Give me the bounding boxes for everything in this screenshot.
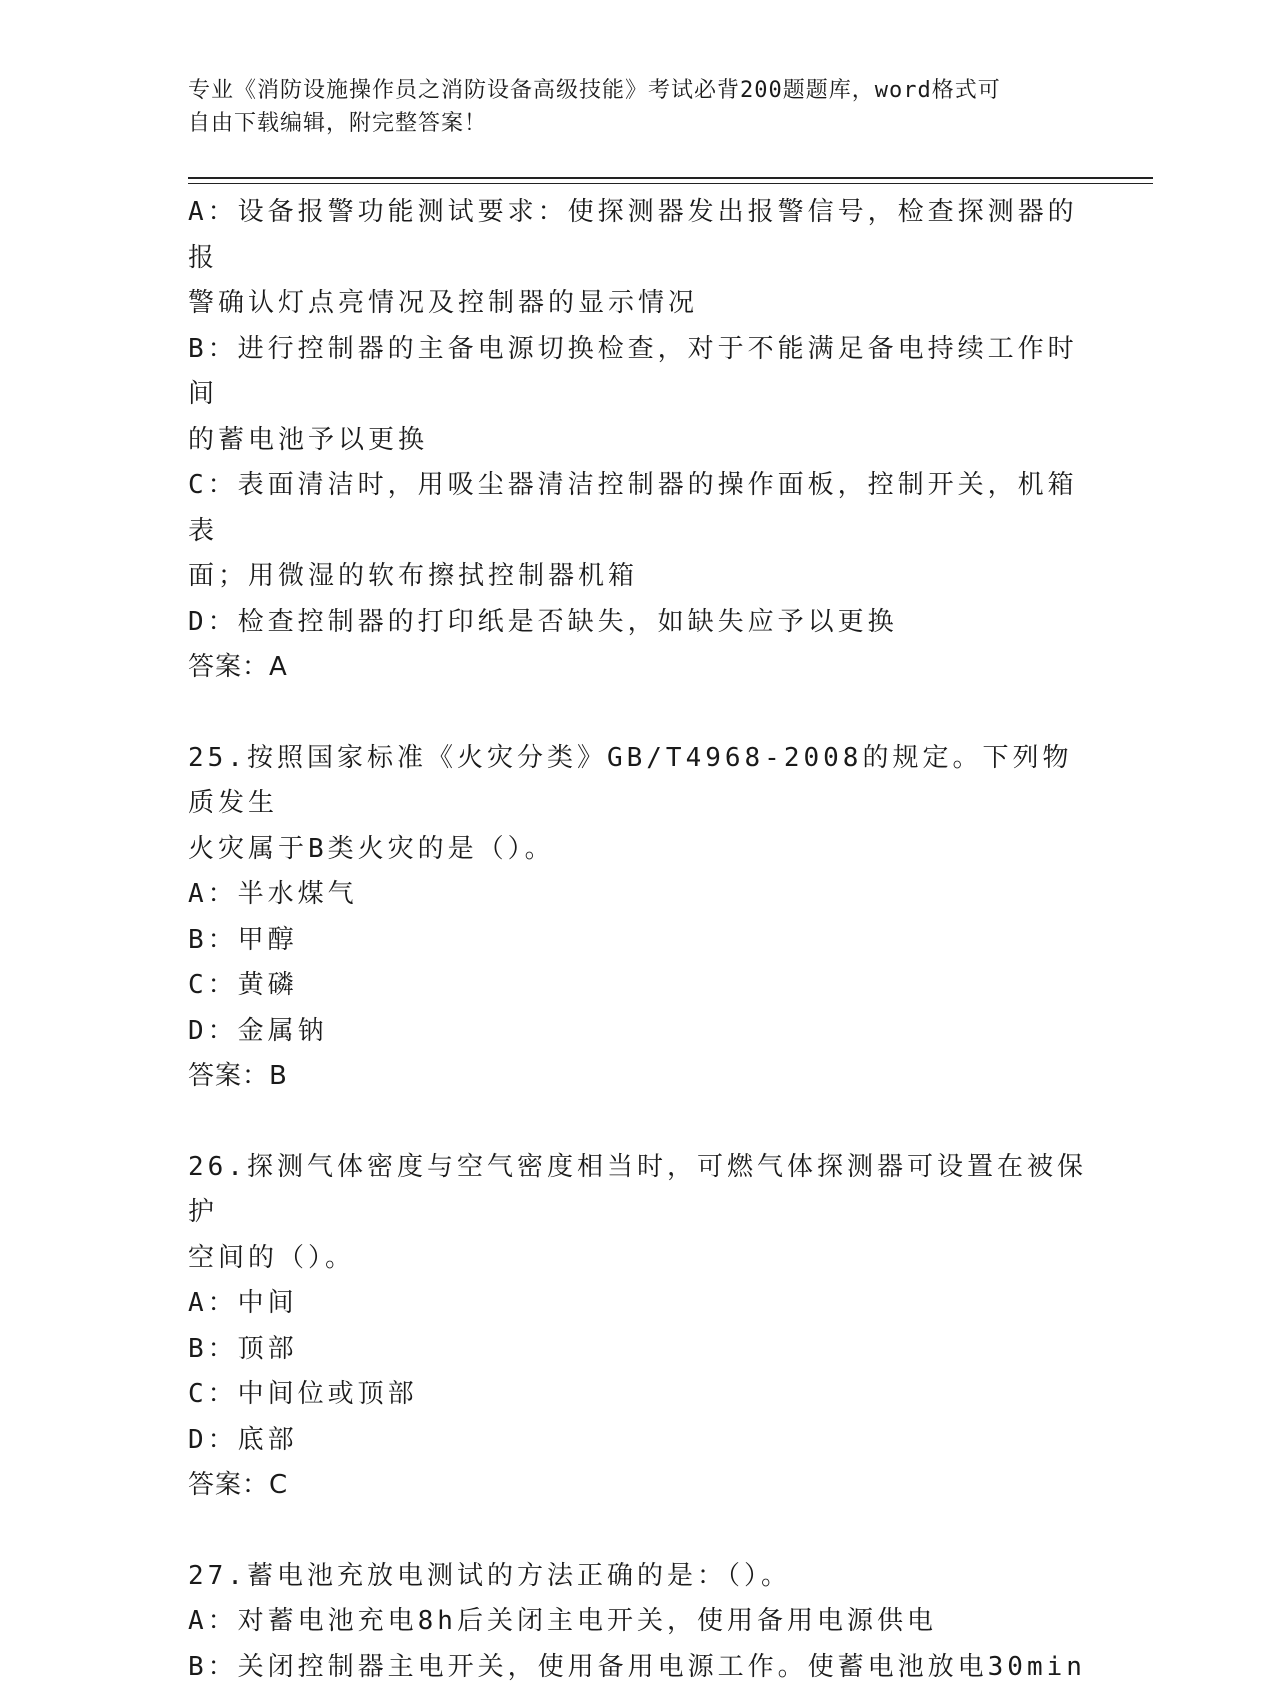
q27-option-b: B：关闭控制器主电开关，使用备用电源工作。使蓄电池放电30min [188, 1645, 1088, 1690]
q24-option-b-line-2: 的蓄电池予以更换 [188, 418, 1088, 464]
question-24-block [188, 190, 1088, 691]
header-title-line-2: 自由下载编辑，附完整答案！ [188, 107, 1088, 140]
q24-option-c-line-2: 面；用微湿的软布擦拭控制器机箱 [188, 554, 1088, 600]
q25-question-line-1: 25.按照国家标准《火灾分类》GB/T4968-2008的规定。下列物质发生 [188, 736, 1088, 827]
spacer [188, 1509, 1088, 1554]
q26-question-line-2: 空间的（）。 [188, 1236, 1088, 1282]
question-27-block [188, 1554, 1088, 1690]
question-25-block [188, 736, 1088, 1100]
q26-question-line-1: 26.探测气体密度与空气密度相当时，可燃气体探测器可设置在被保护 [188, 1145, 1088, 1236]
q26-option-d: D：底部 [188, 1418, 1088, 1464]
header-title-line-1: 专业《消防设施操作员之消防设备高级技能》考试必背200题题库，word格式可 [188, 74, 1088, 107]
q24-option-a-line-1: A：设备报警功能测试要求：使探测器发出报警信号，检查探测器的报 [188, 190, 1088, 281]
q25-question-line-2: 火灾属于B类火灾的是（）。 [188, 827, 1088, 873]
q25-option-a: A：半水煤气 [188, 872, 1088, 918]
q25-answer: 答案：B [188, 1054, 1088, 1100]
q24-option-c-line-1: C：表面清洁时，用吸尘器清洁控制器的操作面板，控制开关，机箱表 [188, 463, 1088, 554]
q27-option-a: A：对蓄电池充电8h后关闭主电开关，使用备用电源供电 [188, 1599, 1088, 1645]
q26-option-c: C：中间位或顶部 [188, 1372, 1088, 1418]
header-divider-thick [188, 177, 1153, 179]
document-body [188, 190, 1088, 1690]
question-26-block [188, 1145, 1088, 1509]
q25-option-c: C：黄磷 [188, 963, 1088, 1009]
q24-option-d: D：检查控制器的打印纸是否缺失，如缺失应予以更换 [188, 600, 1088, 646]
q24-answer: 答案：A [188, 645, 1088, 691]
spacer [188, 1100, 1088, 1145]
q24-option-b-line-1: B：进行控制器的主备电源切换检查，对于不能满足备电持续工作时间 [188, 327, 1088, 418]
q26-answer: 答案：C [188, 1463, 1088, 1509]
q25-option-d: D：金属钠 [188, 1009, 1088, 1055]
document-header [188, 74, 1088, 140]
q25-option-b: B：甲醇 [188, 918, 1088, 964]
q27-question: 27.蓄电池充放电测试的方法正确的是：（）。 [188, 1554, 1088, 1600]
header-divider-thin [188, 183, 1153, 184]
q24-option-a-line-2: 警确认灯点亮情况及控制器的显示情况 [188, 281, 1088, 327]
q26-option-b: B：顶部 [188, 1327, 1088, 1373]
q26-option-a: A：中间 [188, 1281, 1088, 1327]
spacer [188, 691, 1088, 736]
